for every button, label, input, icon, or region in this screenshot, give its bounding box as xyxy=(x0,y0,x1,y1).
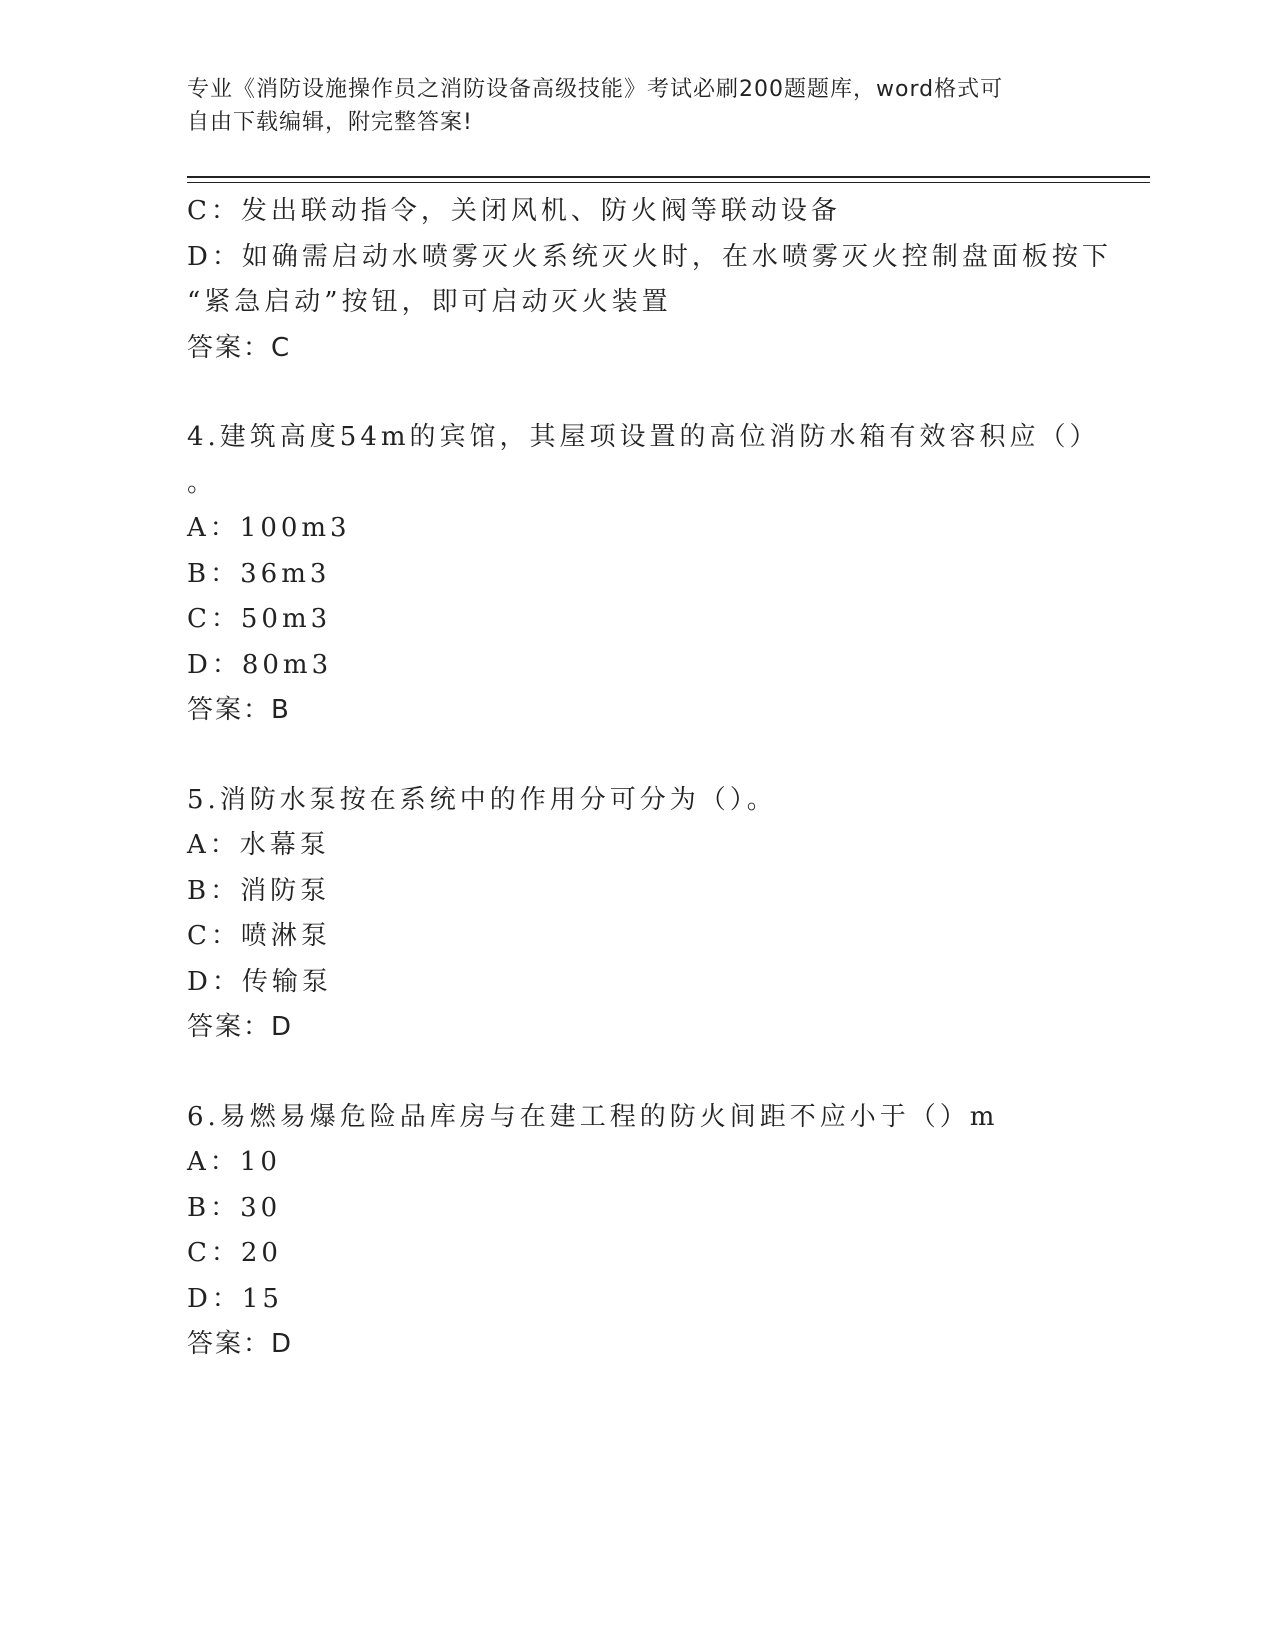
answer-label: 答案：D xyxy=(187,1012,294,1042)
header-title-line-2: 自由下载编辑，附完整答案! xyxy=(187,110,473,135)
spacer xyxy=(187,1051,1087,1095)
question-stem-continued: 。 xyxy=(187,467,218,498)
option-d: D：80m3 xyxy=(187,649,333,680)
option-c: C：50m3 xyxy=(187,604,332,634)
answer-label: 答案：C xyxy=(187,332,292,363)
option-d: D：15 xyxy=(187,1283,283,1314)
question-stem: 4.建筑高度54m的宾馆，其屋项设置的高位消防水箱有效容积应（） xyxy=(187,422,1100,452)
option-b: B：30 xyxy=(187,1192,282,1223)
option-a: A：100m3 xyxy=(187,513,351,543)
question-list xyxy=(187,189,1112,1368)
question-6 xyxy=(187,1095,1087,1368)
option-b: B：36m3 xyxy=(187,558,331,589)
option-a: A：水幕泵 xyxy=(187,830,330,860)
question-stem: 5.消防水泵按在系统中的作用分可分为（）。 xyxy=(187,784,777,815)
answer-label: 答案：B xyxy=(187,695,291,725)
option-d: D：如确需启动水喷雾灭火系统灭火时，在水喷雾灭火控制盘面板按下 xyxy=(187,241,1112,272)
spacer xyxy=(187,371,1087,415)
answer-label: 答案：D xyxy=(187,1329,294,1359)
question-3-tail xyxy=(187,189,1112,371)
header-title-line-1: 专业《消防设施操作员之消防设备高级技能》考试必刷200题题库，word格式可 xyxy=(187,77,1004,102)
header-divider-thick xyxy=(187,176,1150,178)
question-5 xyxy=(187,778,1087,1051)
spacer xyxy=(187,734,1087,778)
option-d: D：传输泵 xyxy=(187,966,332,997)
option-a: A：10 xyxy=(187,1147,281,1177)
option-d-continued: “紧急启动”按钮，即可启动灭火装置 xyxy=(187,287,672,317)
header-divider-thin xyxy=(187,182,1150,183)
option-c: C：喷淋泵 xyxy=(187,921,331,951)
option-c: C：发出联动指令，关闭风机、防火阀等联动设备 xyxy=(187,196,841,226)
question-stem: 6.易燃易爆危险品库房与在建工程的防火间距不应小于（）m xyxy=(187,1101,999,1132)
option-b: B：消防泵 xyxy=(187,875,331,906)
option-c: C：20 xyxy=(187,1238,282,1268)
question-4 xyxy=(187,415,1100,734)
document-header xyxy=(187,73,1087,139)
